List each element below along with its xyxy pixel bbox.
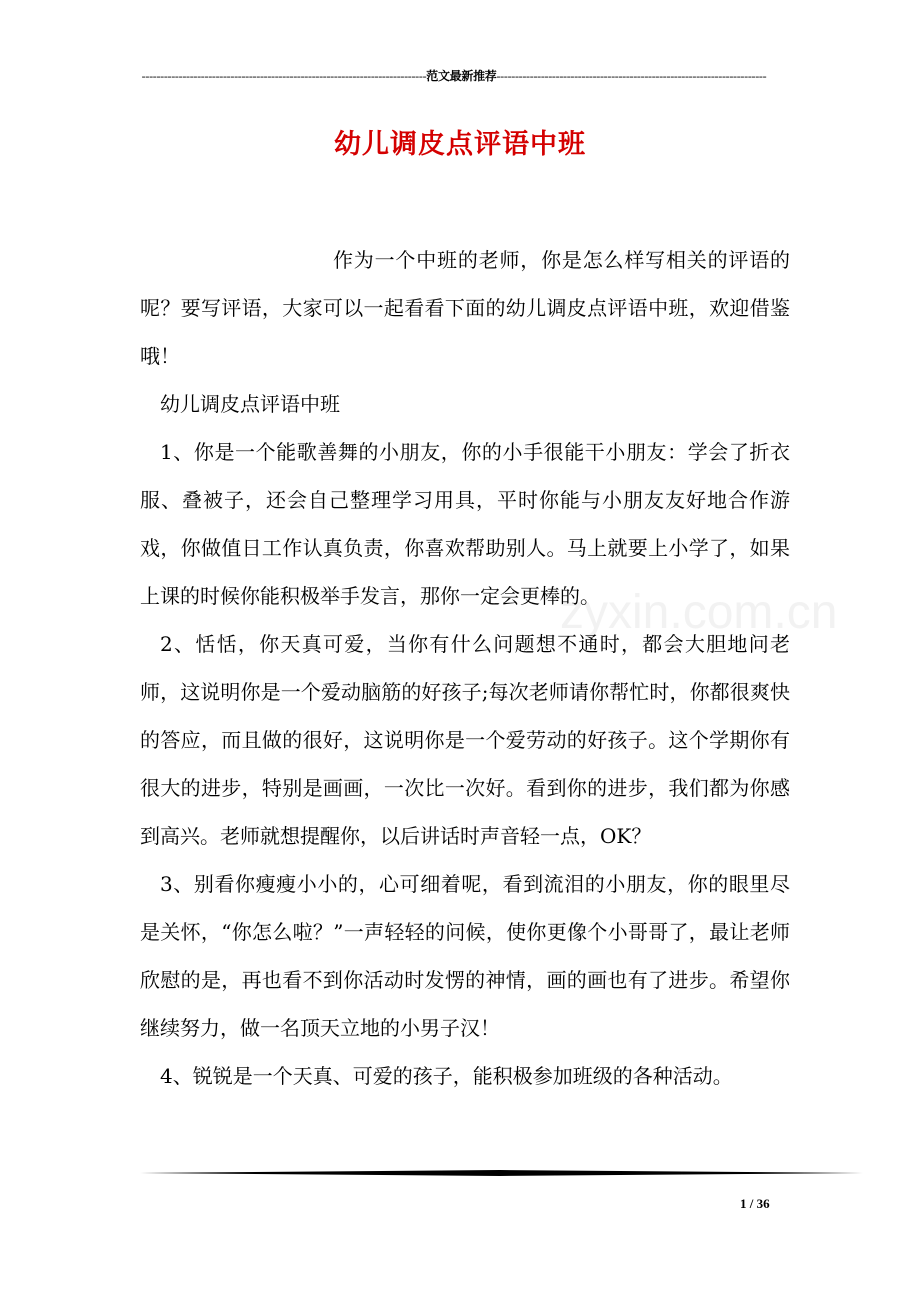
intro-paragraph: 作为一个中班的老师，你是怎么样写相关的评语的呢？要写评语，大家可以一起看看下面的幼儿调皮点评语中班，欢迎借鉴哦！ <box>140 248 790 368</box>
document-title: 幼儿调皮点评语中班 <box>334 129 586 160</box>
header-label: 范文最新推荐 <box>426 69 497 83</box>
comment-paragraph-4: 4、锐锐是一个天真、可爱的孩子，能积极参加班级的各种活动。 <box>160 1064 733 1088</box>
comment-paragraph-2: 2、恬恬，你天真可爱，当你有什么问题想不通时，都会大胆地问老师，这说明你是一个爱动脑筋的好孩子;每次老师请你帮忙时，你都很爽快的答应，而且做的很好，这说明你是一个爱劳动的好孩子。这个学期你有很大的进步，特别是画画，一次比一次好。看到你的进步，我们都为你感到高兴。老师就想提醒你，以后讲话时声音轻一点，OK？ <box>140 632 790 848</box>
footer-rule <box>140 1170 863 1176</box>
document-body <box>140 236 790 1100</box>
page-number: 1 / 36 <box>740 1196 770 1211</box>
comment-paragraph-3: 3、别看你瘦瘦小小的，心可细着呢，看到流泪的小朋友，你的眼里尽是关怀，“你怎么啦？”一声轻轻的问候，使你更像个小哥哥了，最让老师欣慰的是，再也看不到你活动时发愣的神情，画的画也有了进步。希望你继续努力，做一名顶天立地的小男子汉！ <box>140 872 790 1040</box>
watermark: zyxin.com.cn <box>560 586 838 639</box>
section-heading: 幼儿调皮点评语中班 <box>160 392 340 416</box>
comment-paragraph-1: 1、你是一个能歌善舞的小朋友，你的小手很能干小朋友：学会了折衣服、叠被子，还会自己整理学习用具，平时你能与小朋友友好地合作游戏，你做值日工作认真负责，你喜欢帮助别人。马上就要上小学了，如果上课的时候你能积极举手发言，那你一定会更棒的。 <box>140 440 790 608</box>
header-left-dashes: ----------------------------------------------------------------------------- <box>141 69 427 83</box>
header-right-dashes: ------------------------------------------------------------------------- <box>496 69 767 83</box>
page-header <box>140 68 768 84</box>
